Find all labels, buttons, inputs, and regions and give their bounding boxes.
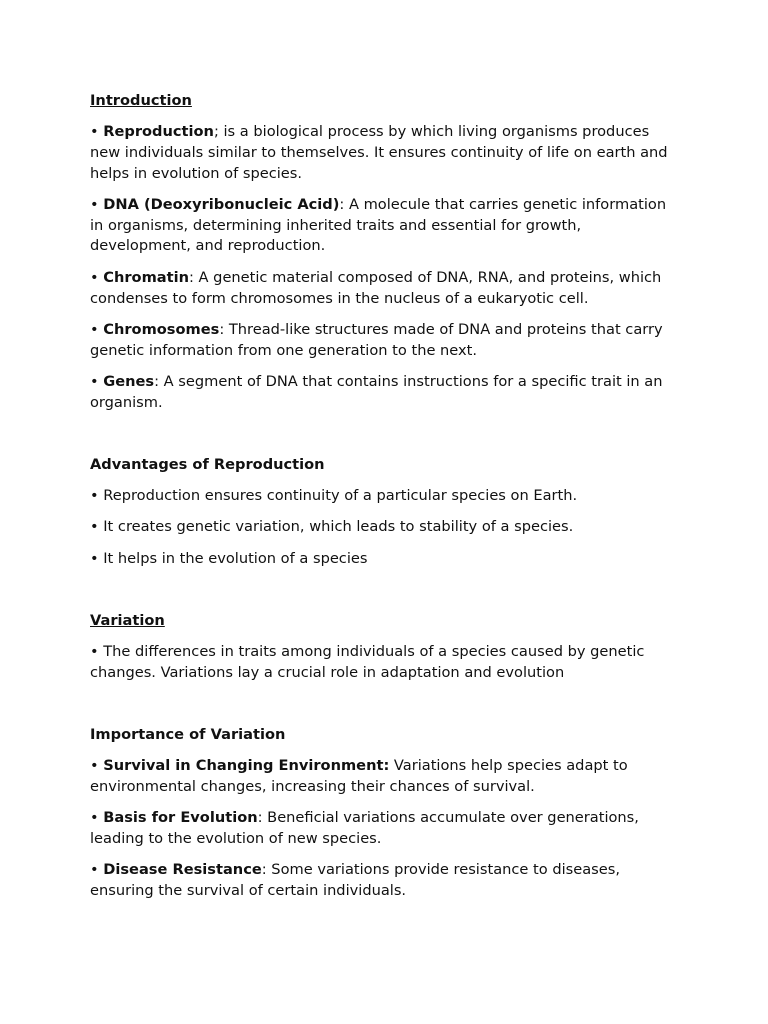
definition-basis-evolution: : Beneficial variations accumulate over generations, leading to the evolution of new species.	[90, 809, 639, 847]
list-item-basis-evolution	[90, 808, 680, 850]
bullet: •	[90, 518, 99, 536]
definition-reproduction: ; is a biological process by which living organisms produces new individuals similar to themselves. It ensures continuity of life on earth and helps in evolution of species.	[90, 123, 668, 182]
section-heading-advantages: Advantages of Reproduction	[90, 456, 325, 474]
bullet: •	[90, 487, 99, 505]
list-item-variation-definition	[90, 642, 680, 684]
bullet: •	[90, 195, 99, 213]
term-survival: Survival in Changing Environment:	[103, 757, 390, 775]
document-page	[90, 90, 680, 912]
list-item-dna	[90, 195, 680, 257]
section-spacer	[90, 424, 680, 454]
term-chromosomes: Chromosomes	[103, 320, 220, 338]
term-genes: Genes	[103, 372, 155, 390]
definition-disease-resistance: : Some variations provide resistance to diseases, ensuring the survival of certain individuals.	[90, 861, 620, 900]
bullet: •	[90, 320, 99, 338]
list-item-chromosomes	[90, 320, 680, 362]
term-reproduction: Reproduction	[103, 123, 214, 140]
term-dna: DNA (Deoxyribonucleic Acid)	[103, 195, 340, 213]
item-text: It creates genetic variation, which leads to stability of a species.	[103, 518, 574, 536]
term-disease-resistance: Disease Resistance	[103, 861, 262, 879]
list-item-disease-resistance	[90, 860, 680, 902]
bullet: •	[90, 861, 99, 879]
item-text: It helps in the evolution of a species	[103, 549, 368, 567]
item-text: Reproduction ensures continuity of a particular species on Earth.	[103, 487, 578, 505]
bullet: •	[90, 642, 99, 660]
list-item-evolution	[90, 549, 680, 570]
definition-chromosomes: : Thread-like structures made of DNA and proteins that carry genetic information from one generation to the next.	[90, 320, 663, 359]
item-text: The differences in traits among individuals of a species caused by genetic changes. Variations lay a crucial role in adaptation and evolution	[90, 642, 645, 681]
section-heading-introduction: Introduction	[90, 92, 192, 109]
list-item-genetic-variation	[90, 517, 680, 538]
list-item-genes	[90, 372, 680, 414]
term-chromatin: Chromatin	[103, 268, 189, 286]
list-item-reproduction	[90, 122, 680, 184]
term-basis-evolution: Basis for Evolution	[103, 809, 258, 827]
definition-dna: : A molecule that carries genetic information in organisms, determining inherited traits and essential for growth, development, and reproduction.	[90, 195, 667, 255]
section-spacer	[90, 580, 680, 610]
definition-genes: : A segment of DNA that contains instructions for a specific trait in an organism.	[90, 372, 663, 411]
section-spacer	[90, 694, 680, 724]
bullet: •	[90, 268, 99, 286]
definition-chromatin: : A genetic material composed of DNA, RNA, and proteins, which condenses to form chromosomes in the nucleus of a eukaryotic cell.	[90, 268, 662, 307]
bullet: •	[90, 372, 99, 390]
list-item-continuity	[90, 486, 680, 507]
bullet: •	[90, 123, 99, 140]
list-item-chromatin	[90, 268, 680, 310]
section-heading-variation: Variation	[90, 611, 165, 629]
bullet: •	[90, 809, 99, 827]
list-item-survival	[90, 756, 680, 798]
definition-survival: Variations help species adapt to environmental changes, increasing their chances of survival.	[90, 757, 628, 795]
bullet: •	[90, 757, 99, 775]
section-heading-importance: Importance of Variation	[90, 726, 286, 744]
bullet: •	[90, 549, 99, 567]
